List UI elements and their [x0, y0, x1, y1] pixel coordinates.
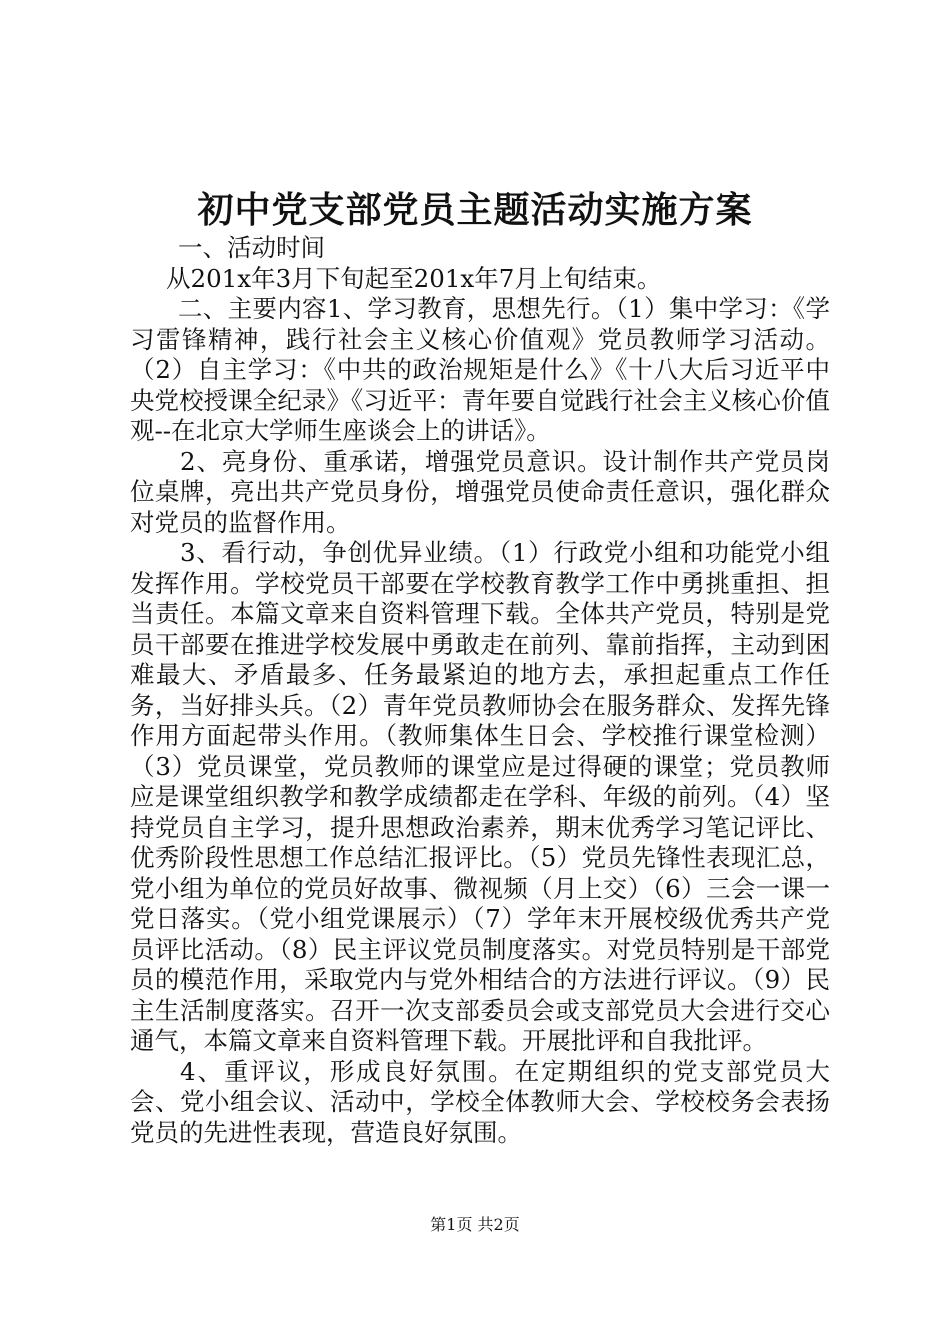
section-heading-activity-time: 一、活动时间	[178, 233, 325, 262]
paragraph-item-4: 4、重评议，形成良好氛围。在定期组织的党支部党员大会、党小组会议、活动中，学校全体教师大会、学校校务会表扬党员的先进性表现，营造良好氛围。	[130, 1056, 830, 1147]
document-body	[130, 233, 830, 1148]
page-footer: 第1页 共2页	[430, 1215, 520, 1234]
paragraph-item-3: 3、看行动，争创优异业绩。（1）行政党小组和功能党小组发挥作用。学校党员干部要在学校教育教学工作中勇挑重担、担当责任。本篇文章来自资料管理下载。全体共产党员，特别是党员干部要在推进学校发展中勇敢走在前列、靠前指挥，主动到困难最大、矛盾最多、任务最紧迫的地方去，承担起重点工作任务，当好排头兵。（2）青年党员教师协会在服务群众、发挥先锋作用方面起带头作用。（教师集体生日会、学校推行课堂检测）（3）党员课堂，党员教师的课堂应是过得硬的课堂；党员教师应是课堂组织教学和教学成绩都走在学科、年级的前列。（4）坚持党员自主学习，提升思想政治素养，期末优秀学习笔记评比、优秀阶段性思想工作总结汇报评比。（5）党员先锋性表现汇总，党小组为单位的党员好故事、微视频（月上交）（6）三会一课一党日落实。（党小组党课展示）（7）学年末开展校级优秀共产党员评比活动。（8）民主评议党员制度落实。对党员特别是干部党员的模范作用，采取党内与党外相结合的方法进行评议。（9）民主生活制度落实。召开一次支部委员会或支部党员大会进行交心通气，本篇文章来自资料管理下载。开展批评和自我批评。	[130, 538, 830, 1055]
paragraph-main-content: 二、主要内容1、学习教育，思想先行。（1）集中学习：《学习雷锋精神，践行社会主义核心价值观》党员教师学习活动。（2）自主学习：《中共的政治规矩是什么》《十八大后习近平中央党校授课全纪录》《习近平：青年要自觉践行社会主义核心价值观--在北京大学师生座谈会上的讲话》。	[130, 294, 830, 445]
paragraph-item-2: 2、亮身份、重承诺，增强党员意识。设计制作共产党员岗位桌牌，亮出共产党员身份，增强党员使命责任意识，强化群众对党员的监督作用。	[130, 446, 830, 537]
document-title: 初中党支部党员主题活动实施方案	[197, 189, 753, 231]
paragraph-activity-period: 从201x年3月下旬起至201x年7月上旬结束。	[166, 263, 662, 293]
